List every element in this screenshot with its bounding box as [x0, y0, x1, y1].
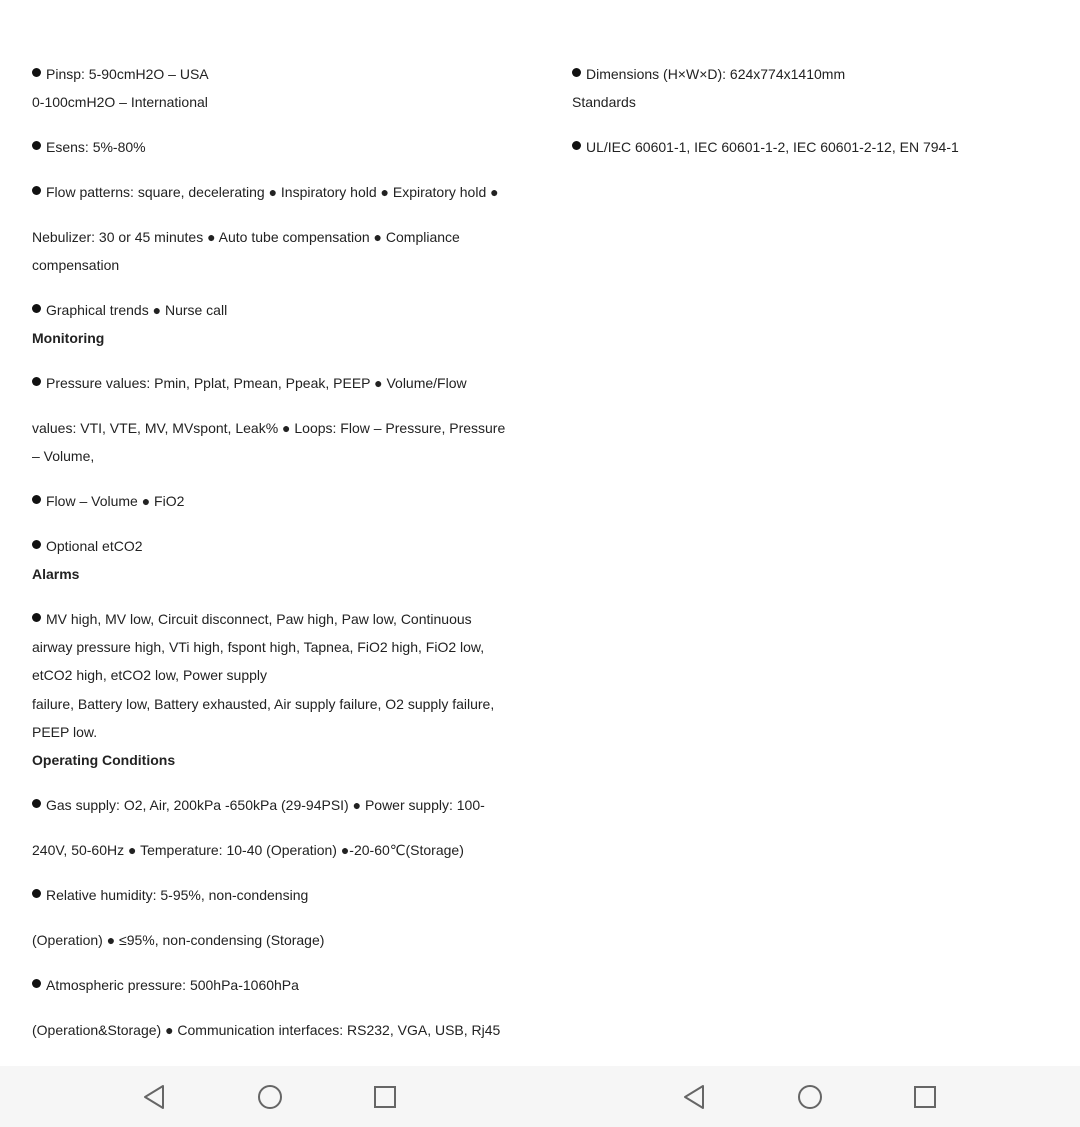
bullet-icon	[32, 68, 41, 77]
recents-icon[interactable]	[912, 1084, 938, 1110]
spec-line	[32, 138, 146, 156]
spec-line	[572, 138, 959, 156]
spec-line	[32, 65, 209, 83]
spec-text: Flow – Volume ● FiO2	[46, 493, 185, 509]
spec-line	[32, 1021, 500, 1039]
spec-text: Optional etCO2	[46, 538, 143, 554]
spec-line	[32, 610, 472, 628]
spec-line	[572, 65, 845, 83]
spec-line	[32, 228, 460, 246]
spec-text: Nebulizer: 30 or 45 minutes ● Auto tube compensation ● Compliance	[32, 229, 460, 245]
spec-line	[32, 447, 94, 465]
spec-text: 240V, 50-60Hz ● Temperature: 10-40 (Operation) ●-20-60℃(Storage)	[32, 842, 464, 858]
spec-line	[32, 695, 494, 713]
spec-text: (Operation) ● ≤95%, non-condensing (Storage)	[32, 932, 325, 948]
spec-text: PEEP low.	[32, 724, 98, 740]
spec-line	[32, 886, 308, 904]
bullet-icon	[32, 186, 41, 195]
spec-line	[32, 256, 119, 274]
spec-text: 0-100cmH2O – International	[32, 94, 208, 110]
bullet-icon	[572, 68, 581, 77]
spec-text: etCO2 high, etCO2 low, Power supply	[32, 667, 268, 683]
spec-line	[32, 638, 484, 656]
section-heading	[32, 565, 79, 583]
back-icon[interactable]	[682, 1084, 708, 1110]
spec-text: Pinsp: 5-90cmH2O – USA	[46, 66, 209, 82]
heading-text: Operating Conditions	[32, 752, 176, 768]
spec-text: compensation	[32, 257, 120, 273]
bullet-icon	[32, 304, 41, 313]
spec-line	[32, 301, 227, 319]
spec-line	[32, 841, 464, 859]
spec-text: (Operation&Storage) ● Communication interfaces: RS232, VGA, USB, Rj45	[32, 1022, 501, 1038]
spec-text: Atmospheric pressure: 500hPa-1060hPa	[46, 977, 299, 993]
heading-text: Monitoring	[32, 330, 105, 346]
bullet-icon	[32, 799, 41, 808]
spec-line	[32, 183, 499, 201]
spec-line	[32, 723, 97, 741]
spec-line	[32, 419, 505, 437]
spec-text: MV high, MV low, Circuit disconnect, Paw high, Paw low, Continuous	[46, 611, 472, 627]
spec-text: Esens: 5%-80%	[46, 139, 146, 155]
home-icon[interactable]	[257, 1084, 283, 1110]
spec-line	[32, 931, 324, 949]
spec-text: Flow patterns: square, decelerating ● Inspiratory hold ● Expiratory hold ●	[46, 184, 499, 200]
spec-text: values: VTI, VTE, MV, MVspont, Leak% ● Loops: Flow – Pressure, Pressure	[32, 420, 506, 436]
spec-text: Standards	[572, 94, 636, 110]
section-heading	[32, 751, 175, 769]
heading-text: Alarms	[32, 566, 80, 582]
spec-text: Pressure values: Pmin, Pplat, Pmean, Ppeak, PEEP ● Volume/Flow	[46, 375, 467, 391]
spec-line	[32, 666, 267, 684]
back-icon[interactable]	[142, 1084, 168, 1110]
spec-line	[32, 537, 143, 555]
spec-text: failure, Battery low, Battery exhausted, Air supply failure, O2 supply failure,	[32, 696, 495, 712]
spec-text: Graphical trends ● Nurse call	[46, 302, 228, 318]
spec-line	[32, 976, 299, 994]
spec-line	[32, 93, 208, 111]
spec-text: Relative humidity: 5-95%, non-condensing	[46, 887, 309, 903]
spec-line	[32, 492, 184, 510]
bullet-icon	[32, 613, 41, 622]
spec-line	[572, 93, 636, 111]
spec-text: airway pressure high, VTi high, fspont high, Tapnea, FiO2 high, FiO2 low,	[32, 639, 485, 655]
bullet-icon	[32, 540, 41, 549]
spec-text: Gas supply: O2, Air, 200kPa -650kPa (29-94PSI) ● Power supply: 100-	[46, 797, 485, 813]
bullet-icon	[32, 889, 41, 898]
navigation-bar	[0, 1066, 1080, 1127]
bullet-icon	[32, 495, 41, 504]
spec-line	[32, 796, 485, 814]
recents-icon[interactable]	[372, 1084, 398, 1110]
bullet-icon	[32, 141, 41, 150]
bullet-icon	[572, 141, 581, 150]
home-icon[interactable]	[797, 1084, 823, 1110]
spec-line	[32, 374, 467, 392]
spec-text: – Volume,	[32, 448, 95, 464]
bullet-icon	[32, 979, 41, 988]
spec-text: UL/IEC 60601-1, IEC 60601-1-2, IEC 60601-2-12, EN 794-1	[586, 139, 959, 155]
section-heading	[32, 329, 104, 347]
spec-text: Dimensions (H×W×D): 624x774x1410mm	[586, 66, 846, 82]
bullet-icon	[32, 377, 41, 386]
